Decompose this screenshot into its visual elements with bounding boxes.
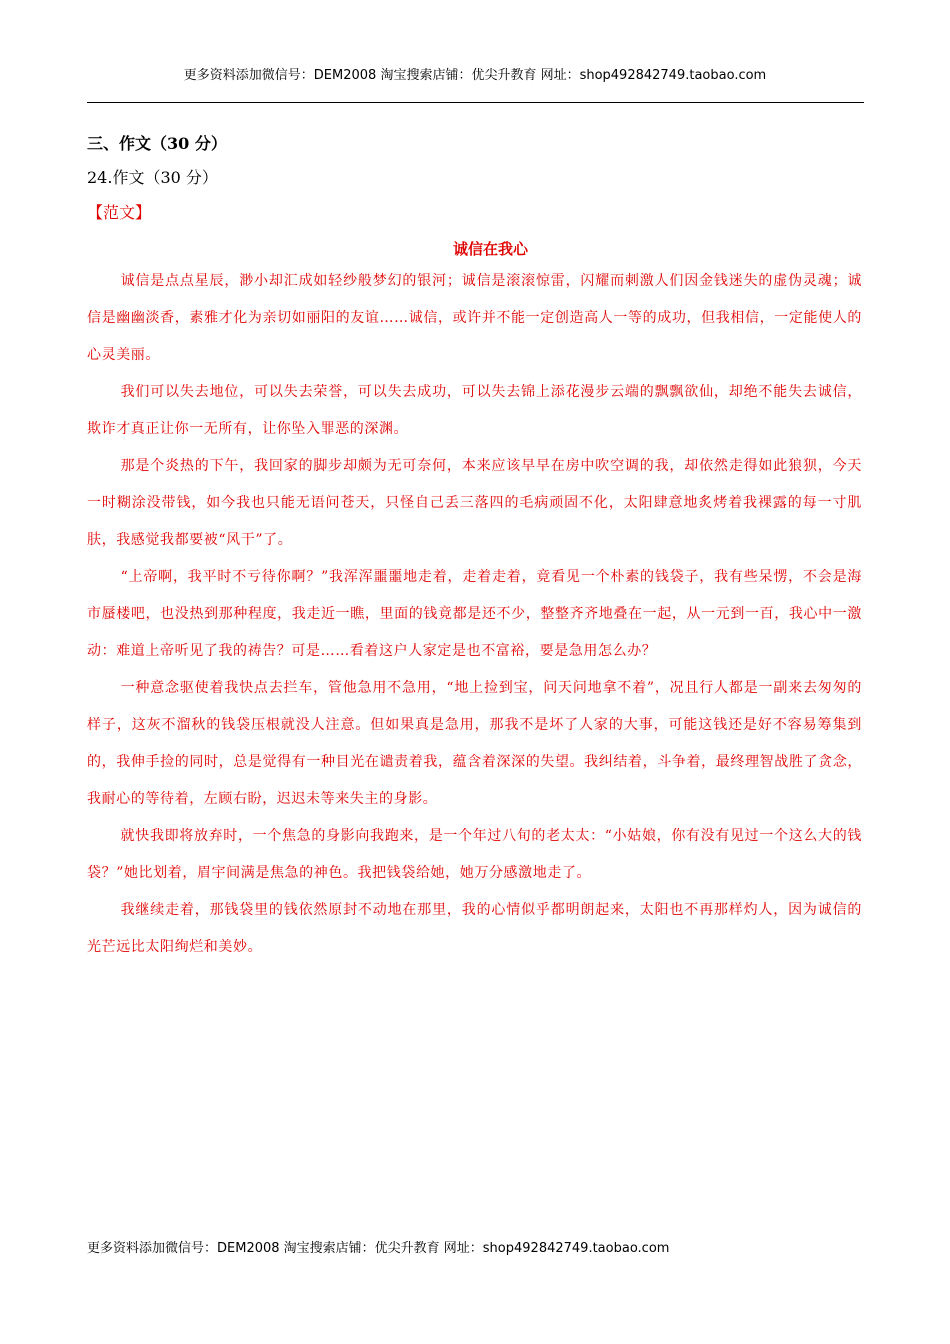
- page-header: 更多资料添加微信号：DEM2008 淘宝搜索店铺：优尖升教育 网址：shop492842749.taobao.com: [183, 68, 767, 83]
- question-number: 24.作文（30 分）: [87, 168, 218, 187]
- essay-paragraph: 一种意念驱使着我快点去拦车，管他急用不急用，“地上捡到宝，问天问地拿不着”，况且行人都是一副来去匆匆的样子，这灰不溜秋的钱袋压根就没人注意。但如果真是急用，那我不是坏了人家的大事，可能这钱还是好不容易筹集到的，我伸手捡的同时，总是觉得有一种目光在谴责着我，蕴含着深深的失望。我纠结着，斗争着，最终理智战胜了贪念，我耐心的等待着，左顾右盼，迟迟未等来失主的身影。: [87, 680, 862, 807]
- sample-essay-tag: 【范文】: [87, 203, 152, 222]
- essay-paragraph: 我继续走着，那钱袋里的钱依然原封不动地在那里，我的心情似乎都明朗起来，太阳也不再那样灼人，因为诚信的光芒远比太阳绚烂和美妙。: [87, 902, 862, 955]
- essay-paragraph: “上帝啊，我平时不亏待你啊？”我浑浑噩噩地走着，走着走着，竟看见一个朴素的钱袋子，我有些呆愣，不会是海市蜃楼吧，也没热到那种程度，我走近一瞧，里面的钱竟都是还不少，整整齐齐地叠在一起，从一元到一百，我心中一激动：难道上帝听见了我的祷告？可是……看着这户人家定是也不富裕，要是急用怎么办？: [87, 569, 862, 659]
- essay-paragraph: 那是个炎热的下午，我回家的脚步却颇为无可奈何，本来应该早早在房中吹空调的我，却依然走得如此狼狈，今天一时糊涂没带钱，如今我也只能无语问苍天，只怪自己丢三落四的毛病顽固不化，太阳肆意地炙烤着我裸露的每一寸肌肤，我感觉我都要被“风干”了。: [87, 458, 862, 548]
- essay-paragraph: 就快我即将放弃时，一个焦急的身影向我跑来，是一个年过八旬的老太太：“小姑娘，你有没有见过一个这么大的钱袋？”她比划着，眉宇间满是焦急的神色。我把钱袋给她，她万分感激地走了。: [87, 828, 862, 881]
- section-heading: 三、作文（30 分）: [87, 134, 227, 153]
- essay-body: [87, 263, 862, 966]
- essay-paragraph: 诚信是点点星辰，渺小却汇成如轻纱般梦幻的银河；诚信是滚滚惊雷，闪耀而刺激人们因金钱迷失的虚伪灵魂；诚信是幽幽淡香，素雅才化为亲切如丽阳的友谊……诚信，或许并不能一定创造高人一等的成功，但我相信，一定能使人的心灵美丽。: [87, 273, 862, 363]
- header-divider: [87, 102, 864, 103]
- page-footer: 更多资料添加微信号：DEM2008 淘宝搜索店铺：优尖升教育 网址：shop492842749.taobao.com: [87, 1241, 670, 1256]
- essay-title: 诚信在我心: [452, 240, 528, 258]
- essay-paragraph: 我们可以失去地位，可以失去荣誉，可以失去成功，可以失去锦上添花漫步云端的飘飘欲仙，却绝不能失去诚信，欺诈才真正让你一无所有，让你坠入罪恶的深渊。: [87, 384, 862, 437]
